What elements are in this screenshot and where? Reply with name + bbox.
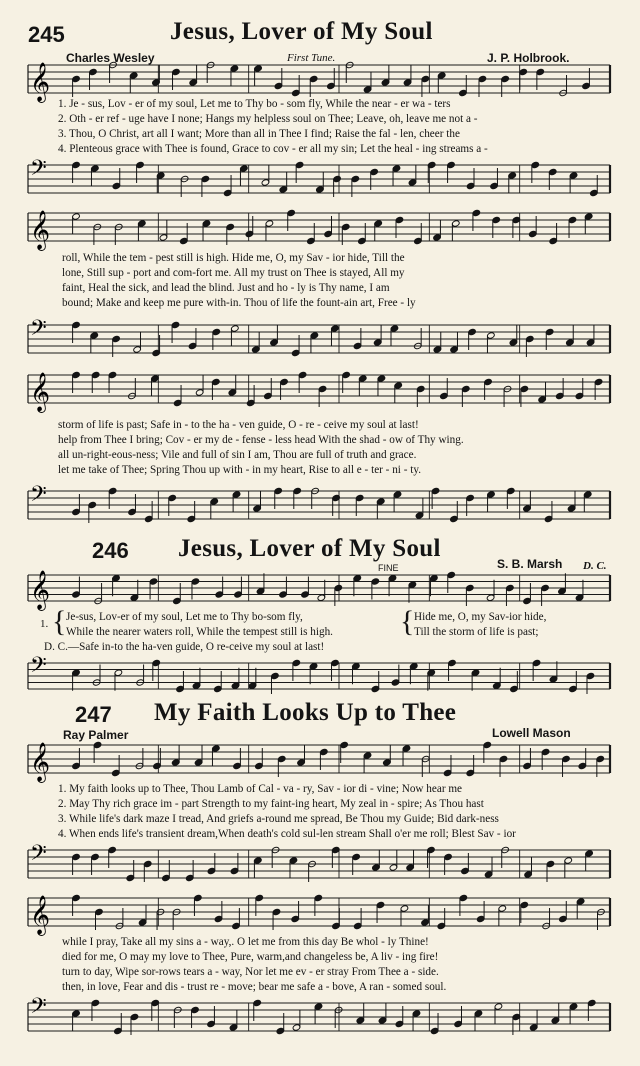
treble-staff [28,210,610,250]
hymn-title: Jesus, Lover of My Soul [178,535,441,562]
tune-label: First Tune. [287,52,336,64]
fine-label: FINE [378,563,399,573]
words-credit: Charles Wesley [66,51,155,65]
lyric-line: Je-sus, Lov-er of my soul, Let me to Thy bo-som fly, [66,611,303,623]
staff-lines [28,570,610,610]
bass-staff [28,156,610,196]
lyric-line: 2. May Thy rich grace im - part Strength to my faint-ing heart, My zeal in - spire; As Thou hast [58,798,484,810]
staff-lines [28,653,610,692]
dc-label: D. C. [583,560,607,572]
music-credit: Lowell Mason [492,726,571,740]
staff-lines [28,841,610,881]
bass-staff [28,482,610,522]
lyric-line: Till the storm of life is past; [414,626,539,638]
right-brace: { [400,605,415,638]
lyric-line: 4. Plenteous grace with Thee is found, Grace to cov - er all my sin; Let the heal - ing streams a - [58,143,488,155]
treble-staff [28,742,610,782]
treble-clef-icon: 𝄞 [30,210,51,250]
treble-staff [28,570,610,610]
staff-lines [28,895,610,935]
lyric-line: let me take of Thee; Spring Thou up with - in my heart, Rise to all e - ter - ni - ty. [58,464,421,476]
staff-lines [28,62,610,102]
hymn-title: Jesus, Lover of My Soul [170,18,433,45]
treble-clef-icon: 𝄞 [30,372,51,412]
treble-staff [28,372,610,412]
treble-clef-icon: 𝄞 [30,742,51,782]
lyric-line: 3. Thou, O Christ, art all I want; More than all in Thee I find; Raise the fal - len, cheer the [58,128,460,140]
words-credit: Ray Palmer [63,728,129,742]
lyric-line: turn to day, Wipe sor-rows tears a - way, Nor let me ev - er stray From Thee a - side. [62,966,439,978]
bass-staff [28,841,610,881]
bass-clef-icon: 𝄢 [30,841,47,871]
bass-staff [28,994,610,1034]
staff-lines [28,156,610,196]
hymn-number: 247 [75,702,112,727]
lyric-line: While the nearer waters roll, While the tempest still is high. [66,626,333,638]
lyric-line: all un-right-eous-ness; Vile and full of sin I am, Thou are full of truth and grace. [58,449,417,461]
lyric-line: Hide me, O, my Sav-ior hide, [414,611,547,623]
lyric-line: while I pray, Take all my sins a - way,. O let me from this day Be whol - ly Thine! [62,936,429,948]
treble-staff [28,62,610,102]
treble-clef-icon: 𝄞 [30,62,51,102]
music-credit: S. B. Marsh [497,557,563,571]
lyric-line: 2. Oth - er ref - uge have I none; Hangs my helpless soul on Thee; Leave, oh, leave me not a - [58,113,478,125]
hymn-number: 245 [28,22,65,47]
lyric-line: storm of life is past; Safe in - to the ha - ven guide, O - re - ceive my soul at last! [58,419,419,431]
staff-lines [28,372,610,412]
lyric-line: then, in love, Fear and dis - trust re - move; bear me safe a - bove, A ran - somed soul. [62,981,447,993]
treble-clef-icon: 𝄞 [30,895,51,935]
staff-lines [28,482,610,522]
staff-lines [28,742,610,782]
bass-staff [28,653,610,692]
left-brace: { [52,605,67,638]
bass-clef-icon: 𝄢 [30,994,47,1024]
hymn-number: 246 [92,538,129,563]
lyric-line: died for me, O may my love to Thee, Pure, warm,and changeless be, A liv - ing fire! [62,951,439,963]
hymn-title: My Faith Looks Up to Thee [154,699,457,726]
lyric-line: 4. When ends life's transient dream,When death's cold sul-len stream Shall o'er me roll; Blest Sav - ior [58,828,516,840]
music-credit: J. P. Holbrook. [487,51,570,65]
lyric-line: 1. My faith looks up to Thee, Thou Lamb of Cal - va - ry, Sav - ior di - vine; Now hear me [58,783,463,795]
verse-number: 1. [40,618,49,630]
bass-clef-icon: 𝄢 [30,156,47,186]
bass-staff [28,316,610,356]
staff-lines [28,210,610,250]
bass-clef-icon: 𝄢 [30,482,47,512]
staff-lines [28,994,610,1034]
treble-clef-icon: 𝄞 [30,570,51,610]
lyric-line: faint, Heal the sick, and lead the blind. Just and ho - ly is Thy name, I am [62,282,390,294]
treble-staff [28,895,610,935]
lyric-line: 1. Je - sus, Lov - er of my soul, Let me to Thy bo - som fly, While the near - er wa - ters [58,98,451,110]
lyric-line: help from Thee I bring; Cov - er my de - fense - less head With the shad - ow of Thy wing. [58,434,464,446]
lyric-line: roll, While the tem - pest still is high. Hide me, O, my Sav - ior hide, Till the [62,252,405,264]
bass-clef-icon: 𝄢 [30,316,47,346]
lyric-line: bound; Make and keep me pure with-in. Thou of life the fount-ain art, Free - ly [62,297,416,309]
dc-line: D. C.—Safe in-to the ha-ven guide, O re-ceive my soul at last! [44,641,325,653]
staff-lines [28,316,610,356]
lyric-line: 3. While life's dark maze I tread, And griefs a-round me spread, Be Thou my Guide; Bid dark-ness [58,813,499,825]
bass-clef-icon: 𝄢 [30,653,47,683]
lyric-line: lone, Still sup - port and com-fort me. All my trust on Thee is stayed, All my [62,267,405,279]
